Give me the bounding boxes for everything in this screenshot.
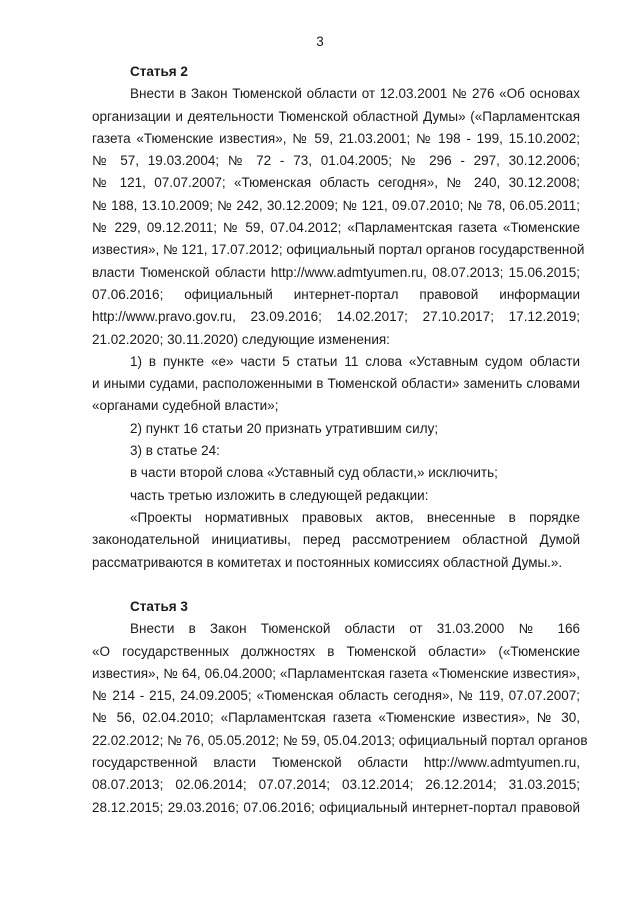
article-body <box>92 618 588 819</box>
text-line: и иными судами, расположенными в Тюменской области» заменить словами <box>92 376 580 392</box>
article-body <box>92 83 585 574</box>
text-line: № 188, 13.10.2009; № 242, 30.12.2009; № 121, 09.07.2010; № 78, 06.05.2011; <box>92 197 580 213</box>
text-line: известия», № 64, 06.04.2000; «Парламентская газета «Тюменские известия», <box>92 665 580 681</box>
text-line: Внести в Закон Тюменской области от 31.03.2000 № 166 <box>130 621 580 637</box>
text-line: 08.07.2013; 02.06.2014; 07.07.2014; 03.12.2014; 26.12.2014; 31.03.2015; <box>92 777 580 793</box>
text-line: известия», № 121, 17.07.2012; официальный портал органов государственной <box>92 242 585 258</box>
text-line: № 121, 07.07.2007; «Тюменская область сегодня», № 240, 30.12.2008; <box>92 175 580 191</box>
text-line: 2) пункт 16 статьи 20 признать утратившим силу; <box>130 420 439 436</box>
text-line: 07.06.2016; официальный интернет-портал правовой информации <box>92 286 580 302</box>
text-line: в части второй слова «Уставный суд области,» исключить; <box>130 465 498 481</box>
article-heading: Статья 3 <box>130 599 188 614</box>
text-line: № 57, 19.03.2004; № 72 - 73, 01.04.2005; № 296 - 297, 30.12.2006; <box>92 153 580 169</box>
text-line: № 214 - 215, 24.09.2005; «Тюменская область сегодня», № 119, 07.07.2007; <box>92 688 580 704</box>
text-line: часть третью изложить в следующей редакции: <box>130 487 429 503</box>
text-line: «органами судебной власти»; <box>92 398 279 414</box>
text-line: 21.02.2020; 30.11.2020) следующие изменения: <box>92 331 390 347</box>
text-line: «Проекты нормативных правовых актов, внесенные в порядке <box>130 509 580 525</box>
text-line: 22.02.2012; № 76, 05.05.2012; № 59, 05.04.2013; официальный портал органов <box>92 732 588 748</box>
text-line: законодательной инициативы, перед рассмотрением областной Думой <box>92 532 580 548</box>
article-heading: Статья 2 <box>130 64 188 79</box>
text-line: газета «Тюменские известия», № 59, 21.03.2001; № 198 - 199, 15.10.2002; <box>92 130 580 146</box>
text-line: № 56, 02.04.2010; «Парламентская газета «Тюменские известия», № 30, <box>92 710 580 726</box>
page-number: 3 <box>316 34 324 49</box>
article-2 <box>92 61 585 574</box>
text-line: «О государственных должностях в Тюменской области» («Тюменские <box>92 643 580 659</box>
text-line: 3) в статье 24: <box>130 443 220 459</box>
text-line: Внести в Закон Тюменской области от 12.03.2001 № 276 «Об основах <box>130 86 580 102</box>
text-line: рассматриваются в комитетах и постоянных комиссиях областной Думы.». <box>92 554 563 570</box>
text-line: http://www.pravo.gov.ru, 23.09.2016; 14.02.2017; 27.10.2017; 17.12.2019; <box>92 309 580 325</box>
article-3 <box>92 596 588 819</box>
text-line: 28.12.2015; 29.03.2016; 07.06.2016; официальный интернет-портал правовой <box>92 799 580 815</box>
text-line: государственной власти Тюменской области http://www.admtyumen.ru, <box>92 755 580 771</box>
text-line: 1) в пункте «е» части 5 статьи 11 слова «Уставным судом области <box>130 353 580 369</box>
text-line: организации и деятельности Тюменской областной Думы» («Парламентская <box>92 108 580 124</box>
text-line: власти Тюменской области http://www.admtyumen.ru, 08.07.2013; 15.06.2015; <box>92 264 580 280</box>
text-line: № 229, 09.12.2011; № 59, 07.04.2012; «Парламентская газета «Тюменские <box>92 220 580 236</box>
